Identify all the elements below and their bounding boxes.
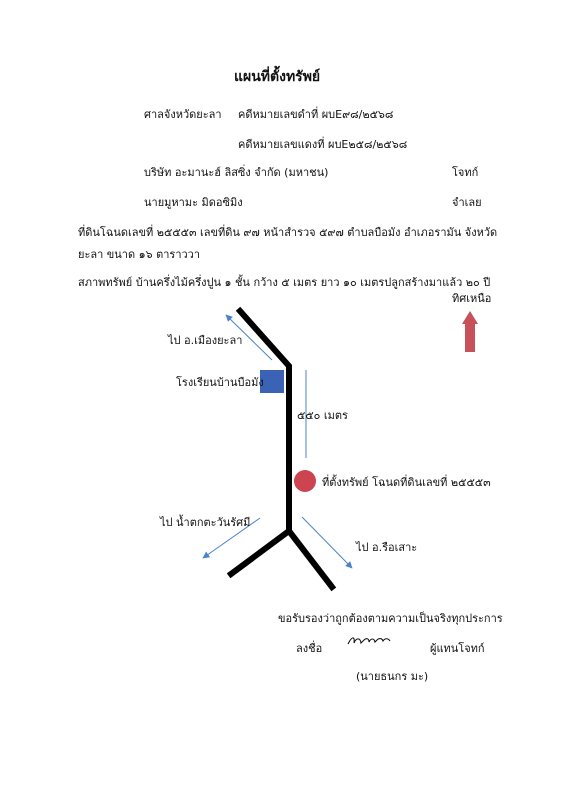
page-title: แผนที่ตั้งทรัพย์: [234, 69, 321, 85]
plaintiff-role: โจทก์: [452, 166, 479, 179]
court-name: ศาลจังหวัดยะลา: [144, 108, 222, 121]
school-label: โรงเรียนบ้านบือมัง: [176, 376, 264, 389]
property-label: ที่ตั้งทรัพย์ โฉนดที่ดินเลขที่ ๒๕๕๕๓: [322, 476, 491, 489]
sign-prefix: ลงชื่อ: [296, 642, 323, 655]
label-to-waterfall: ไป น้ำตกตะวันรัศมี: [160, 516, 251, 529]
plaintiff-name: บริษัท อะมานะฮ์ ลิสซิ่ง จำกัด (มหาชน): [144, 166, 329, 179]
road-network: [231, 311, 332, 587]
signature: [346, 632, 392, 650]
defendant-name: นายมูหามะ มิดอซิมิง: [144, 196, 243, 209]
property-marker: [294, 470, 316, 492]
land-description-line1: ที่ดินโฉนดเลขที่ ๒๕๕๕๓ เลขที่ดิน ๙๗ หน้าสำรวจ ๕๙๗ ตำบลบือมัง อำเภอรามัน จังหวัด: [78, 226, 498, 239]
label-to-raso: ไป อ.รือเสาะ: [356, 541, 418, 554]
label-to-yala: ไป อ.เมืองยะลา: [168, 334, 243, 347]
signer-name: (นายธนกร มะ): [356, 670, 429, 683]
land-description-line2: ยะลา ขนาด ๑๖ ตาราววา: [78, 248, 201, 261]
certification-statement: ขอรับรองว่าถูกต้องตามความเป็นจริงทุกประการ: [278, 612, 503, 625]
defendant-role: จำเลย: [452, 196, 482, 209]
property-condition: สภาพทรัพย์ บ้านครึ่งไม้ครึ่งปูน ๑ ชั้น กว้าง ๕ เมตร ยาว ๑๐ เมตรปลูกสร้างมาแล้ว ๒๐ ปี: [78, 276, 491, 289]
red-case-number: คดีหมายเลขแดงที่ ผบE๒๕๘/๒๕๖๘: [238, 138, 408, 151]
north-arrow: [462, 311, 478, 352]
signer-role: ผู้แทนโจทก์: [430, 642, 485, 655]
north-label: ทิศเหนือ: [452, 292, 492, 305]
black-case-number: คดีหมายเลขดำที่ ผบE๙๘/๒๕๖๘: [238, 108, 394, 121]
distance-label: ๕๕๐ เมตร: [297, 409, 348, 422]
